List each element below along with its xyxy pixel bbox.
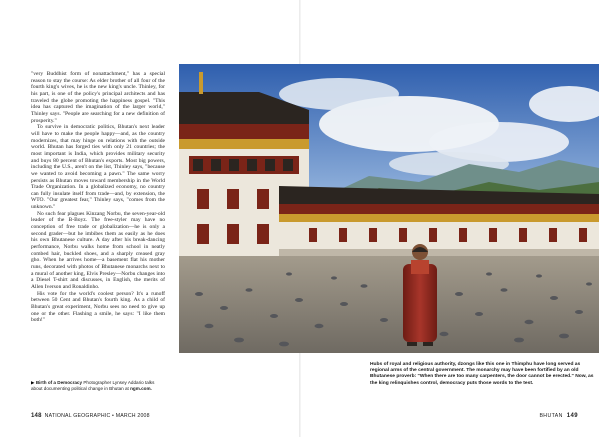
section-title: BHUTAN <box>539 413 563 419</box>
page-number-left: 148 <box>31 413 42 419</box>
photo-caption: Hubs of royal and religious authority, dzongs like this one in Thimphu have long served as regional arms of the central government. The monarchy may have been fortified by an old Bhutanese proverb: "When there are too many carpenters, the door cannot be erected." Now, as the king relinquishes control, democracy puts those words to the test. <box>370 362 594 386</box>
callout-link[interactable]: ngm.com. <box>130 385 152 391</box>
article-paragraph: To survive in democratic politics, Bhutan's next leader will have to make the people happy—and, as the country modernizes, that may hinge on relations with the outside world. Bhutan has forged ties with only 21 countries; the most important is India, which provides military security and buys 80 percent of Bhutan's exports. Most big powers, including the U.S., aren't on the list, Thinley says, "because we wanted to avoid becoming a pawn." The same worry persists as Bhutan moves toward membership in the World Trade Organization. In a globalized economy, no country can fully insulate itself from trade—and, by extension, the WTO. "Our greatest fear," Thinley says, "comes from the unknown." <box>31 124 165 211</box>
play-arrow-icon: ▶ <box>31 380 35 385</box>
article-paragraph: No such fear plagues Kinzang Norbu, the seven-year-old leader of the B-Boyz. The free-styler may have no conception of free trade or globalization—he is only a second grader—but he imbibes them as easily as he does his own Bhutanese culture. A day after his break-dancing performance, Norbu walks home from school in neatly combed hair, buckled shoes, and a sharply creased gray gho. When he arrives home—a basement flat his mother runs, decorated with photos of Bhutanese monarchs next to a mural of another king, Elvis Presley—Norbu changes into a Diesel T-shirt and discusses, in English, the merits of Allen Iverson and Ronaldinho. <box>31 210 165 290</box>
web-callout <box>31 380 165 392</box>
callout-body: Photographer Lynsey Addario talks about documenting political change in Bhutan at <box>31 380 155 391</box>
folio-right <box>539 413 578 419</box>
page-number-right: 149 <box>566 413 578 419</box>
dzong-photo <box>179 64 599 353</box>
article-paragraph: "very Buddhist form of nonattachment," has a special reason to stay the course: As elder brother of all four of the fourth king's wives, he is the new king's uncle. Thinley, for his part, is one of the policy's principal architects and has traveled the globe promoting the happiness gospel. "This idea has captured the imagination of the larger world," Thinley says. "People are searching for a new definition of prosperity." <box>31 71 165 124</box>
article-paragraph: His vote for the world's coolest person? It's a runoff between 50 Cent and Bhutan's fourth king. As a child of Bhutan's great experiment, Norbu sees no need to give up one or the other. Flashing a smile, he says: "I like them both!" <box>31 290 165 324</box>
publication-line: NATIONAL GEOGRAPHIC • MARCH 2008 <box>44 413 150 419</box>
callout-title: Birth of a Democracy <box>35 380 83 385</box>
folio-left <box>31 413 150 419</box>
article-column <box>31 71 165 324</box>
